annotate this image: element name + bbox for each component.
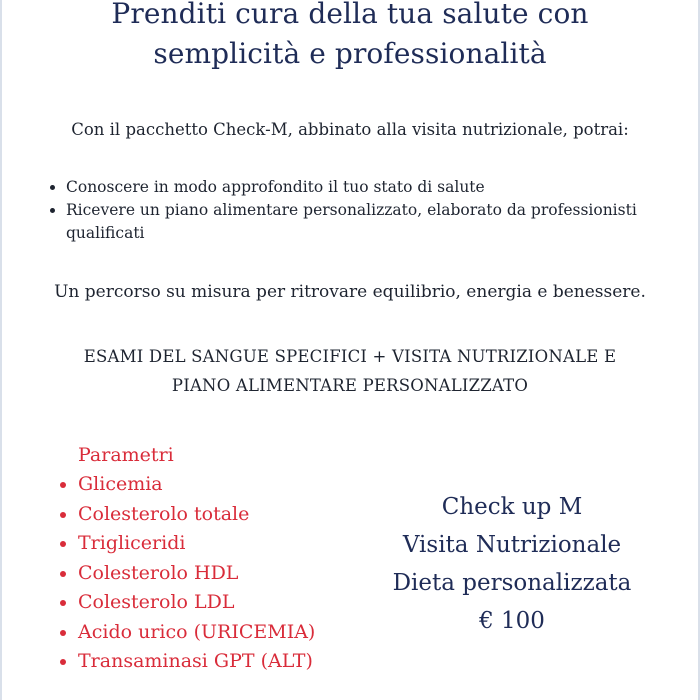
parameter-item: • Colesterolo totale (78, 500, 315, 530)
parameters-list (56, 470, 315, 677)
benefit-item: • Conoscere in modo approfondito il tuo stato di salute (66, 176, 696, 199)
package-title-line-2: PIANO ALIMENTARE PERSONALIZZATO (171, 376, 529, 395)
benefits-list (46, 176, 696, 245)
parameter-item: • Colesterolo LDL (78, 588, 315, 618)
parameter-item: • Transaminasi GPT (ALT) (78, 647, 315, 677)
headline (2, 0, 698, 74)
offer-package-name: Check up M (441, 494, 583, 520)
package-title (2, 342, 698, 400)
benefit-item: • Ricevere un piano alimentare personalizzato, elaborato da professionisti qualificati (66, 199, 696, 245)
closing-text: Un percorso su misura per ritrovare equilibrio, energia e benessere. (54, 282, 646, 302)
parameter-item: • Colesterolo HDL (78, 559, 315, 589)
offer-diet: Dieta personalizzata (392, 570, 632, 596)
package-title-line-1: ESAMI DEL SANGUE SPECIFICI + VISITA NUTRIZIONALE E (83, 347, 617, 366)
parameter-item: • Trigliceridi (78, 529, 315, 559)
headline-line-2: semplicità e professionalità (153, 37, 547, 70)
headline-line-1: Prenditi cura della tua salute con (111, 0, 589, 30)
offer-price: € 100 (479, 608, 545, 634)
parameter-item: • Glicemia (78, 470, 315, 500)
intro-text: Con il pacchetto Check-M, abbinato alla visita nutrizionale, potrai: (71, 120, 629, 139)
parameter-item: • Acido urico (URICEMIA) (78, 618, 315, 648)
parameters-heading: Parametri (78, 444, 174, 466)
parameters-section (56, 440, 315, 677)
offer-box (362, 488, 662, 640)
offer-visit: Visita Nutrizionale (402, 532, 622, 558)
